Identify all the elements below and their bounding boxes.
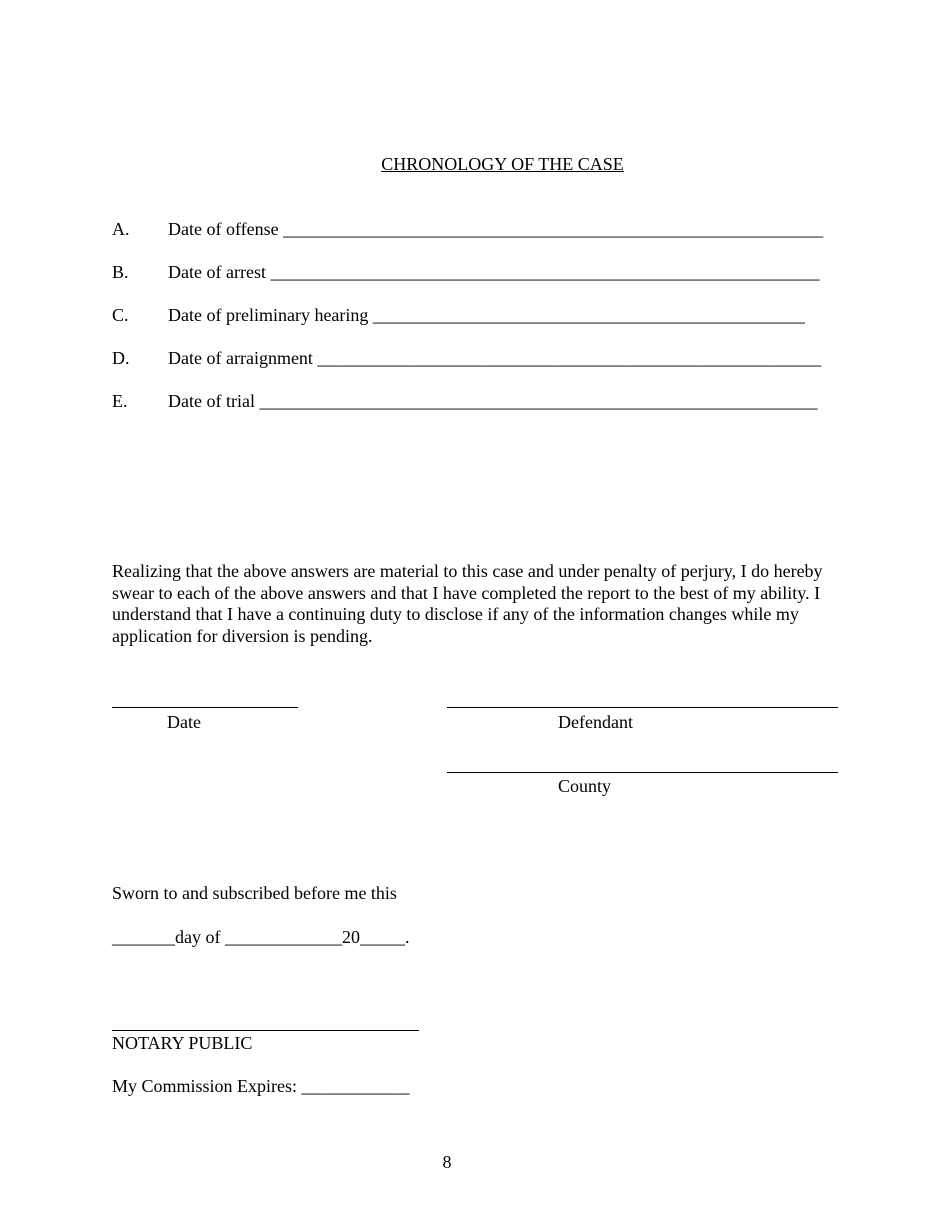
sworn-date-line: _______day of _____________20_____. bbox=[112, 927, 410, 947]
item-letter: A. bbox=[112, 219, 130, 239]
commission-expires: My Commission Expires: ____________ bbox=[112, 1076, 410, 1096]
sworn-statement: Sworn to and subscribed before me this bbox=[112, 883, 397, 903]
item-letter: B. bbox=[112, 262, 129, 282]
item-label: Date of arrest _____________________________________________________________ bbox=[168, 262, 820, 282]
county-signature-line bbox=[447, 772, 838, 773]
date-label: Date bbox=[167, 712, 201, 732]
defendant-signature-line bbox=[447, 707, 838, 708]
declaration-paragraph: Realizing that the above answers are material to this case and under penalty of perjury, I do hereby swear to each of the above answers and that I have completed the report to the best of my ability. I understand that I have a continuing duty to disclose if any of the information changes while my application for diversion is pending. bbox=[112, 561, 823, 646]
item-letter: C. bbox=[112, 305, 129, 325]
defendant-label: Defendant bbox=[558, 712, 633, 732]
item-letter: E. bbox=[112, 391, 128, 411]
item-label: Date of arraignment ________________________________________________________ bbox=[168, 348, 822, 368]
item-label: Date of trial ______________________________________________________________ bbox=[168, 391, 818, 411]
notary-public-label: NOTARY PUBLIC bbox=[112, 1033, 253, 1053]
item-label: Date of preliminary hearing ________________________________________________ bbox=[168, 305, 805, 325]
notary-signature-line bbox=[112, 1030, 419, 1031]
item-label: Date of offense ____________________________________________________________ bbox=[168, 219, 824, 239]
date-signature-line bbox=[112, 707, 298, 708]
county-label: County bbox=[558, 776, 612, 796]
page-number: 8 bbox=[442, 1152, 452, 1172]
page-title: CHRONOLOGY OF THE CASE bbox=[381, 154, 624, 174]
item-letter: D. bbox=[112, 348, 130, 368]
